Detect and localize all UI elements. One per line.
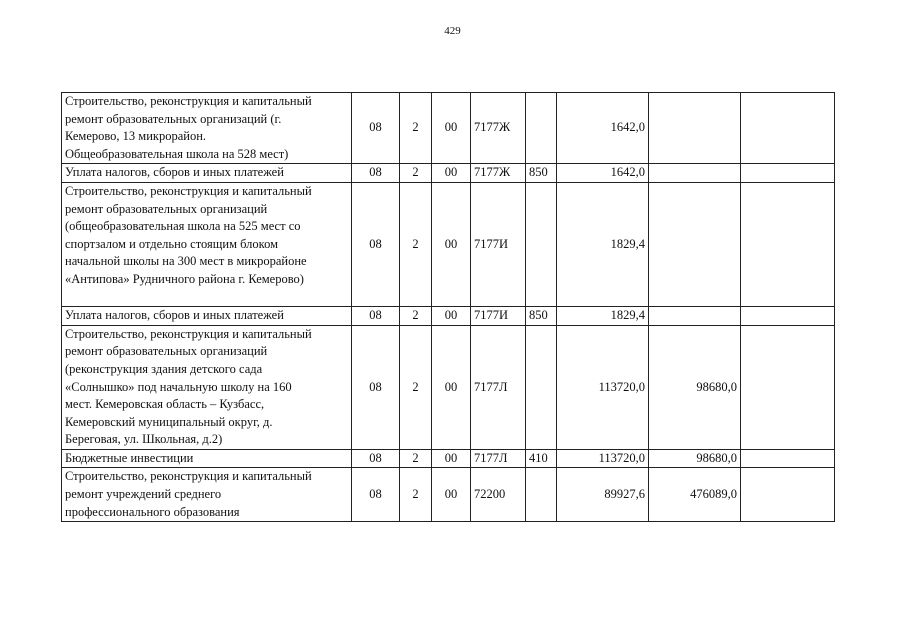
expense-type-cell: 410 [526, 449, 557, 468]
amount-year2-cell: 98680,0 [649, 325, 741, 449]
subsection-code-cell: 2 [400, 307, 432, 326]
sub-code-cell: 00 [432, 307, 471, 326]
amount-year3-cell [741, 468, 835, 522]
amount-year1-cell: 89927,6 [557, 468, 649, 522]
expense-type-cell [526, 93, 557, 164]
subsection-code-cell: 2 [400, 468, 432, 522]
row-description [62, 182, 352, 306]
subsection-code-cell: 2 [400, 164, 432, 183]
description-line: Строительство, реконструкция и капитальный [65, 326, 312, 341]
sub-code-cell: 00 [432, 182, 471, 306]
target-article-cell: 7177Л [471, 325, 526, 449]
subsection-code-cell: 2 [400, 325, 432, 449]
amount-year2-cell: 98680,0 [649, 449, 741, 468]
page-number: 429 [444, 25, 461, 37]
sub-code-cell: 00 [432, 164, 471, 183]
table-row [62, 93, 835, 164]
expense-type-cell [526, 182, 557, 306]
description-line: ремонт образовательных организаций [65, 344, 268, 359]
description-line: Кемеровский муниципальный округ, д. [65, 414, 273, 429]
row-description [62, 93, 352, 164]
amount-year1-cell: 113720,0 [557, 325, 649, 449]
section-code-cell: 08 [352, 325, 400, 449]
amount-year2-cell [649, 164, 741, 183]
section-code-cell: 08 [352, 468, 400, 522]
amount-year3-cell [741, 164, 835, 183]
section-code-cell: 08 [352, 93, 400, 164]
section-code-cell: 08 [352, 449, 400, 468]
sub-code-cell: 00 [432, 468, 471, 522]
description-line: (реконструкция здания детского сада [65, 361, 263, 376]
description-line: Уплата налогов, сборов и иных платежей [65, 165, 284, 180]
row-description [62, 468, 352, 522]
row-description [62, 307, 352, 326]
sub-code-cell: 00 [432, 325, 471, 449]
description-line: ремонт образовательных организаций (г. [65, 111, 282, 126]
budget-table [61, 92, 835, 522]
amount-year2-cell: 476089,0 [649, 468, 741, 522]
sub-code-cell: 00 [432, 449, 471, 468]
description-line: Строительство, реконструкция и капитальный [65, 183, 312, 198]
description-line [65, 289, 348, 307]
row-description [62, 164, 352, 183]
expense-type-cell [526, 325, 557, 449]
target-article-cell: 7177Ж [471, 93, 526, 164]
description-line: профессионального образования [65, 504, 240, 519]
table-body [62, 93, 835, 522]
target-article-cell: 7177Л [471, 449, 526, 468]
amount-year1-cell: 1642,0 [557, 93, 649, 164]
amount-year2-cell [649, 93, 741, 164]
subsection-code-cell: 2 [400, 93, 432, 164]
description-line: Строительство, реконструкция и капитальный [65, 94, 312, 108]
description-line: ремонт образовательных организаций [65, 201, 268, 216]
description-line: Уплата налогов, сборов и иных платежей [65, 308, 284, 323]
amount-year3-cell [741, 182, 835, 306]
table-row [62, 182, 835, 306]
amount-year1-cell: 113720,0 [557, 449, 649, 468]
description-line: Бюджетные инвестиции [65, 450, 194, 465]
description-line: спортзалом и отдельно стоящим блоком [65, 236, 279, 251]
description-line: Строительство, реконструкция и капитальный [65, 469, 312, 484]
amount-year2-cell [649, 307, 741, 326]
target-article-cell: 7177И [471, 182, 526, 306]
table-row [62, 307, 835, 326]
target-article-cell: 7177И [471, 307, 526, 326]
sub-code-cell: 00 [432, 93, 471, 164]
description-line: Береговая, ул. Школьная, д.2) [65, 432, 223, 447]
row-description [62, 449, 352, 468]
section-code-cell: 08 [352, 164, 400, 183]
amount-year1-cell: 1829,4 [557, 182, 649, 306]
table-row [62, 164, 835, 183]
amount-year3-cell [741, 449, 835, 468]
description-line: Кемерово, 13 микрорайон. [65, 129, 207, 144]
section-code-cell: 08 [352, 307, 400, 326]
target-article-cell: 72200 [471, 468, 526, 522]
table-row [62, 468, 835, 522]
description-line: ремонт учреждений среднего [65, 487, 222, 502]
amount-year1-cell: 1829,4 [557, 307, 649, 326]
target-article-cell: 7177Ж [471, 164, 526, 183]
amount-year2-cell [649, 182, 741, 306]
description-line: Общеобразовательная школа на 528 мест) [65, 146, 289, 161]
subsection-code-cell: 2 [400, 449, 432, 468]
amount-year1-cell: 1642,0 [557, 164, 649, 183]
description-line: мест. Кемеровская область – Кузбасс, [65, 397, 265, 412]
amount-year3-cell [741, 307, 835, 326]
description-line: (общеобразовательная школа на 525 мест со [65, 219, 301, 234]
table-row [62, 325, 835, 449]
section-code-cell: 08 [352, 182, 400, 306]
expense-type-cell: 850 [526, 307, 557, 326]
description-line: «Солнышко» под начальную школу на 160 [65, 379, 292, 394]
description-line: «Антипова» Рудничного района г. Кемерово) [65, 271, 304, 286]
table-row [62, 449, 835, 468]
amount-year3-cell [741, 325, 835, 449]
amount-year3-cell [741, 93, 835, 164]
expense-type-cell: 850 [526, 164, 557, 183]
row-description [62, 325, 352, 449]
subsection-code-cell: 2 [400, 182, 432, 306]
expense-type-cell [526, 468, 557, 522]
description-line: начальной школы на 300 мест в микрорайоне [65, 254, 307, 269]
